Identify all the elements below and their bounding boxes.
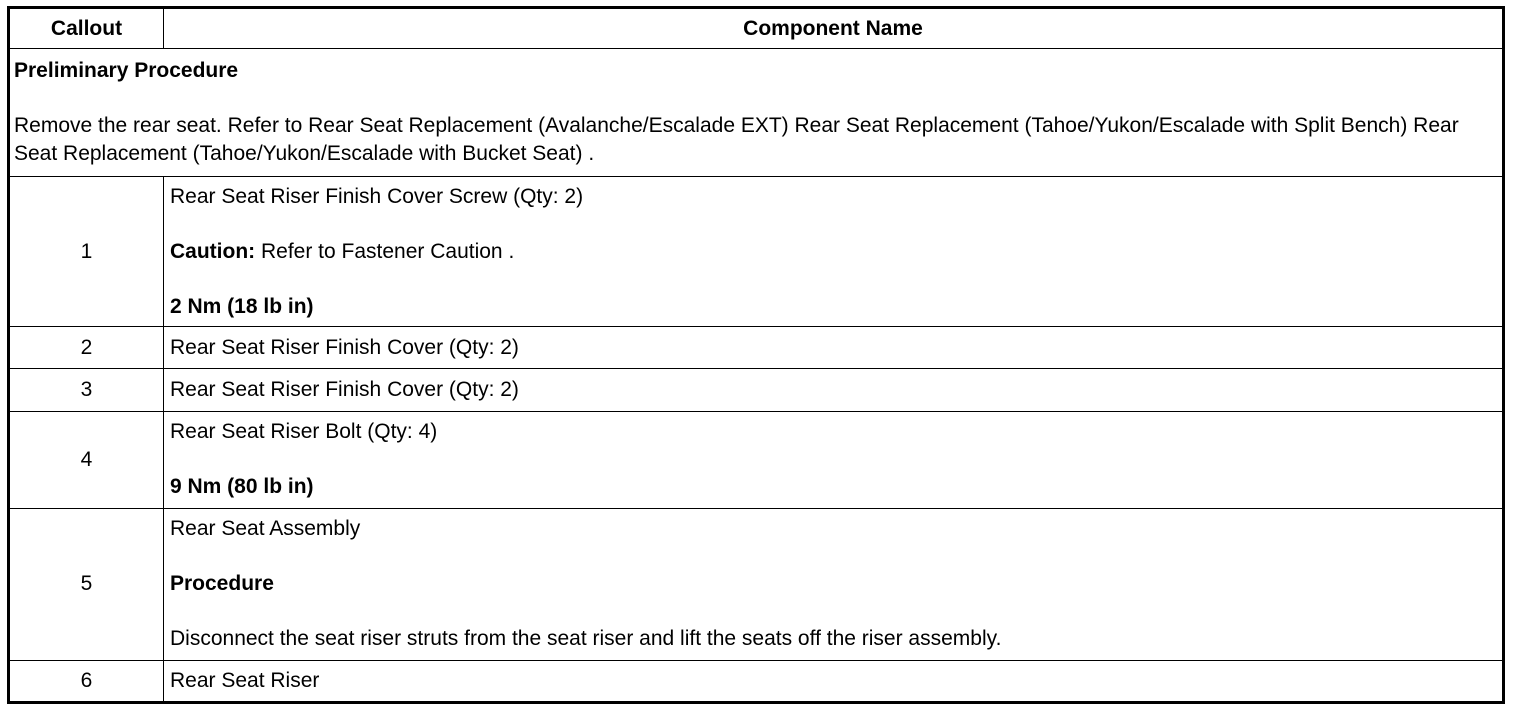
procedure-label: Procedure	[170, 572, 274, 596]
callout-number: 5	[10, 508, 164, 660]
component-name-cell	[164, 411, 1503, 508]
callout-number: 1	[10, 177, 164, 327]
table-row	[10, 177, 1503, 327]
component-name: Rear Seat Riser Finish Cover (Qty: 2)	[164, 369, 1503, 411]
component-name: Rear Seat Riser Finish Cover Screw (Qty: 2)	[170, 184, 584, 208]
table-row	[10, 369, 1503, 411]
procedure-text: Disconnect the seat riser struts from the seat riser and lift the seats off the riser assembly.	[170, 627, 1002, 651]
component-table-container	[7, 6, 1505, 704]
component-name: Rear Seat Riser	[164, 660, 1503, 701]
table-row	[10, 660, 1503, 701]
component-name-cell	[164, 177, 1503, 327]
callout-number: 2	[10, 327, 164, 369]
header-component-name: Component Name	[164, 9, 1503, 49]
component-name: Rear Seat Riser Bolt (Qty: 4)	[170, 420, 438, 444]
component-name-cell	[164, 508, 1503, 660]
preliminary-procedure-cell	[10, 49, 1503, 177]
callout-number: 4	[10, 411, 164, 508]
table-row	[10, 508, 1503, 660]
header-callout: Callout	[10, 9, 164, 49]
component-table	[9, 8, 1503, 702]
callout-number: 6	[10, 660, 164, 701]
preliminary-procedure-title: Preliminary Procedure	[14, 59, 239, 83]
caution-label: Caution:	[170, 239, 256, 263]
preliminary-procedure-row	[10, 49, 1503, 177]
torque-spec: 9 Nm (80 lb in)	[170, 475, 314, 499]
component-name: Rear Seat Assembly	[170, 517, 361, 541]
caution-text: Refer to Fastener Caution .	[255, 239, 515, 263]
table-header-row	[10, 9, 1503, 49]
preliminary-procedure-text: Remove the rear seat. Refer to Rear Seat Replacement (Avalanche/Escalade EXT) Rear Seat Replacement (Tahoe/Yukon/Escalade with Split Bench) Rear Seat Replacement (Tahoe/Yukon/Escalade with Bucket Seat) .	[14, 114, 1459, 166]
table-row	[10, 411, 1503, 508]
component-name: Rear Seat Riser Finish Cover (Qty: 2)	[164, 327, 1503, 369]
torque-spec: 2 Nm (18 lb in)	[170, 294, 314, 318]
caution-note	[170, 238, 1496, 266]
callout-number: 3	[10, 369, 164, 411]
table-row	[10, 327, 1503, 369]
